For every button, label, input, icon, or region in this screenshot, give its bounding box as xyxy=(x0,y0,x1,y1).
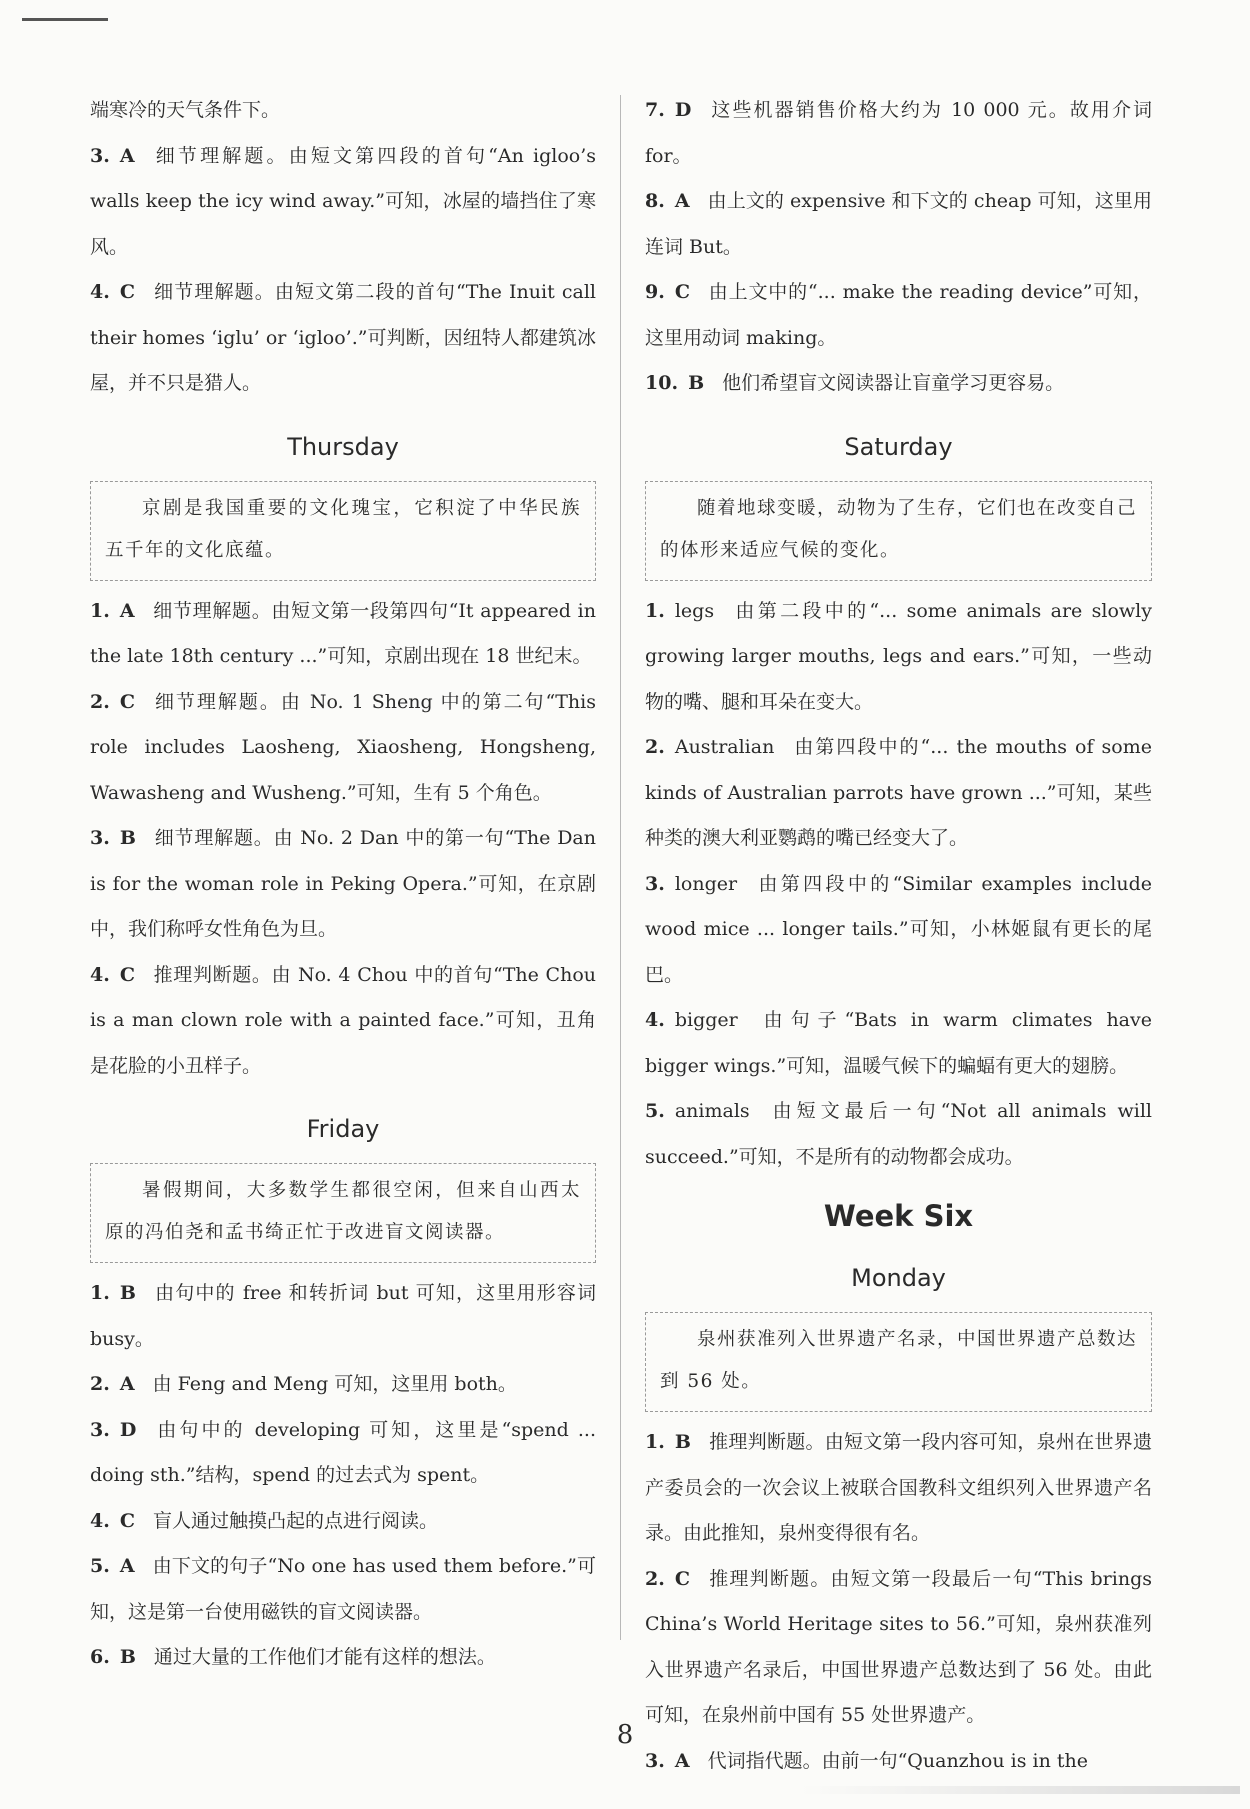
answer-item: 4. C 盲人通过触摸凸起的点进行阅读。 xyxy=(90,1509,438,1532)
summary-box-friday: 暑假期间，大多数学生都很空闲，但来自山西太原的冯伯尧和孟书绮正忙于改进盲文阅读器。 xyxy=(90,1163,596,1263)
heading-friday: Friday xyxy=(306,1115,380,1143)
answer-item: 2. C 细节理解题。由 No. 1 Sheng 中的第二句“This role includes Laosheng, Xiaosheng, Hongsheng, Wawasheng and Wusheng.”可知，生有 5 个角色。 xyxy=(90,690,596,804)
column-divider xyxy=(620,95,621,1640)
answer-item: 1. B 由句中的 free 和转折词 but 可知，这里用形容词 busy。 xyxy=(90,1282,596,1350)
answer-item: 8. A 由上文的 expensive 和下文的 cheap 可知，这里用连词 But。 xyxy=(645,190,1152,258)
answer-item: 3. D 由句中的 developing 可知，这里是“spend ... doing sth.”结构，spend 的过去式为 spent。 xyxy=(90,1418,596,1486)
answer-item: 6. B 通过大量的工作他们才能有这样的想法。 xyxy=(90,1646,496,1668)
answer-item: 5. animals 由短文最后一句“Not all animals will succeed.”可知，不是所有的动物都会成功。 xyxy=(645,1100,1152,1168)
answer-item: 2. Australian 由第四段中的“... the mouths of some kinds of Australian parrots have grown ...”可知，某些种类的澳大利亚鹦鹉的嘴已经变大了。 xyxy=(645,736,1152,849)
left-column xyxy=(90,88,596,1681)
answer-item: 1. legs 由第二段中的“... some animals are slowly growing larger mouths, legs and ears.”可知，一些动物的嘴、腿和耳朵在变大。 xyxy=(645,599,1152,713)
answer-item: 10. B 他们希望盲文阅读器让盲童学习更容易。 xyxy=(645,372,1065,394)
right-column xyxy=(645,88,1152,1784)
heading-week-six: Week Six xyxy=(823,1199,974,1233)
top-rule xyxy=(22,18,108,21)
answer-item: 7. D 这些机器销售价格大约为 10 000 元。故用介词 for。 xyxy=(645,99,1152,167)
answer-item: 4. C 推理判断题。由 No. 4 Chou 中的首句“The Chou is a man clown role with a painted face.”可知，丑角是花脸的小丑样子。 xyxy=(90,963,596,1077)
answer-item: 1. A 细节理解题。由短文第一段第四句“It appeared in the late 18th century ...”可知，京剧出现在 18 世纪末。 xyxy=(90,599,596,667)
answer-item: 4. bigger 由句子“Bats in warm climates have bigger wings.”可知，温暖气候下的蝙蝠有更大的翅膀。 xyxy=(645,1009,1152,1077)
answer-item: 2. C 推理判断题。由短文第一段最后一句“This brings China’s World Heritage sites to 56.”可知，泉州获准列入世界遗产名录后，中国世界遗产总数达到了 56 处。由此可知，在泉州前中国有 55 处世界遗产。 xyxy=(645,1567,1152,1726)
summary-box-monday: 泉州获准列入世界遗产名录，中国世界遗产总数达到 56 处。 xyxy=(645,1312,1152,1412)
heading-monday: Monday xyxy=(851,1264,946,1292)
summary-box-saturday: 随着地球变暖，动物为了生存，它们也在改变自己的体形来适应气候的变化。 xyxy=(645,481,1152,581)
intro-text: 端寒冷的天气条件下。 xyxy=(90,99,281,121)
heading-saturday: Saturday xyxy=(844,432,953,461)
answer-item: 3. A 细节理解题。由短文第四段的首句“An igloo’s walls keep the icy wind away.”可知，冰屋的墙挡住了寒风。 xyxy=(90,144,596,258)
page-number: 8 xyxy=(616,1720,634,1750)
answer-item: 5. A 由下文的句子“No one has used them before.”可知，这是第一台使用磁铁的盲文阅读器。 xyxy=(90,1555,596,1623)
answer-item: 2. A 由 Feng and Meng 可知，这里用 both。 xyxy=(90,1373,517,1395)
bottom-edge-shadow xyxy=(800,1786,1240,1794)
answer-item: 3. A 代词指代题。由前一句“Quanzhou is in the xyxy=(645,1749,1088,1772)
heading-thursday: Thursday xyxy=(287,432,399,461)
summary-box-thursday: 京剧是我国重要的文化瑰宝，它积淀了中华民族五千年的文化底蕴。 xyxy=(90,481,596,581)
answer-item: 1. B 推理判断题。由短文第一段内容可知，泉州在世界遗产委员会的一次会议上被联合国教科文组织列入世界遗产名录。由此推知，泉州变得很有名。 xyxy=(645,1431,1152,1544)
answer-item: 3. B 细节理解题。由 No. 2 Dan 中的第一句“The Dan is for the woman role in Peking Opera.”可知，在京剧中，我们称呼女性角色为旦。 xyxy=(90,827,596,940)
answer-item: 4. C 细节理解题。由短文第二段的首句“The Inuit call their homes ‘iglu’ or ‘igloo’.”可判断，因纽特人都建筑冰屋，并不只是猎人。 xyxy=(90,281,596,394)
answer-item: 9. C 由上文中的“... make the reading device”可知，这里用动词 making。 xyxy=(645,281,1152,349)
answer-item: 3. longer 由第四段中的“Similar examples include wood mice ... longer tails.”可知，小林姬鼠有更长的尾巴。 xyxy=(645,872,1152,986)
